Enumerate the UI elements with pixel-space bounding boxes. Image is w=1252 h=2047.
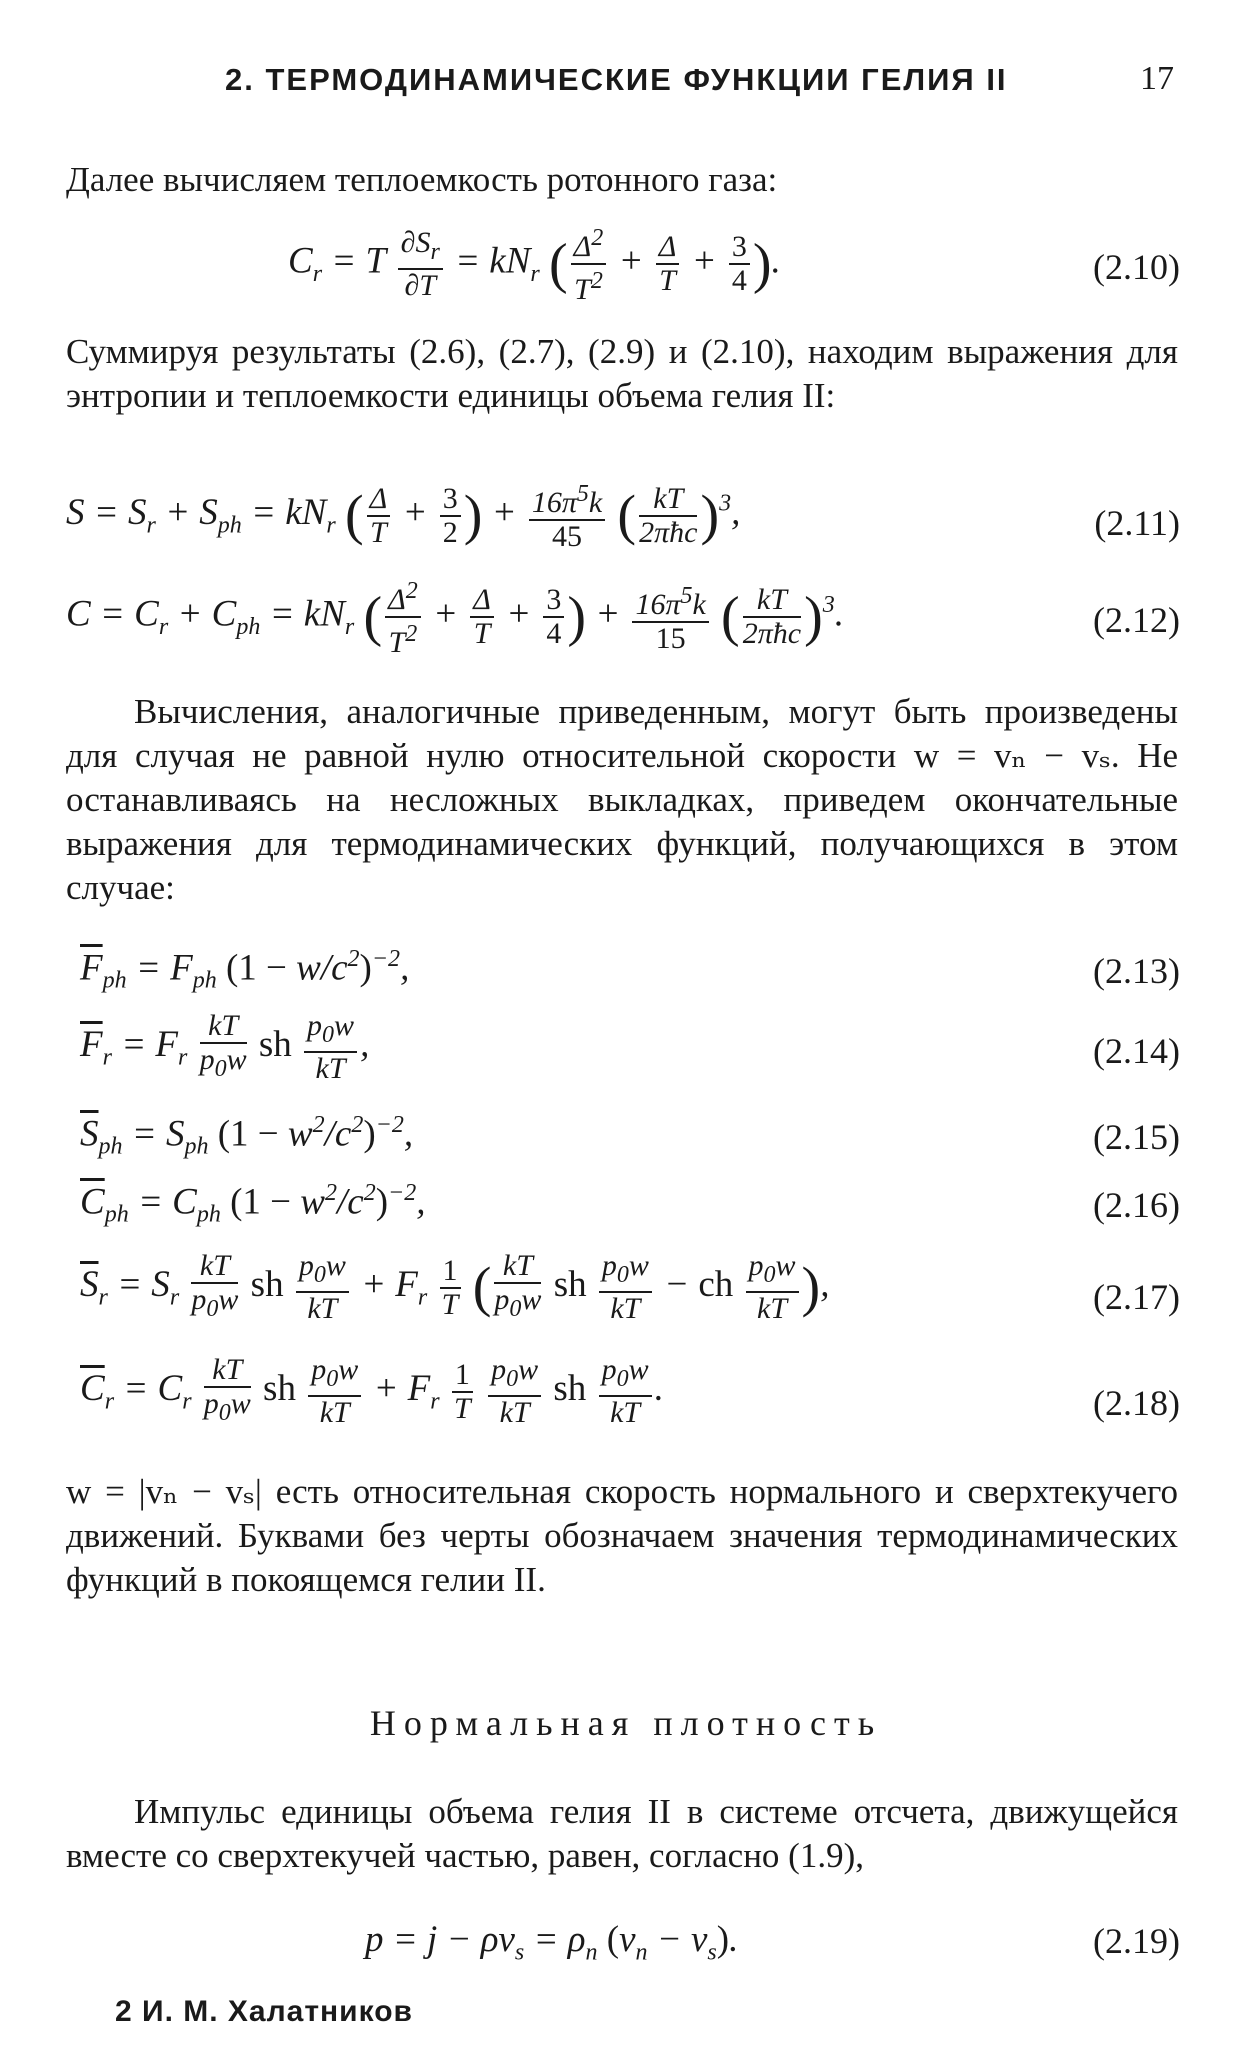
equation-number: (2.15) bbox=[1093, 1117, 1180, 1157]
equation-number: (2.14) bbox=[1093, 1031, 1180, 1071]
paragraph-3: Вычисления, аналогичные приведенным, могут быть произведены для случая не равной нулю относительной скорости w = vₙ − vₛ. Не останавливаясь на несложных выкладках, приведем окончательные выражения для термодинамических функций, получающихся в этом случае: bbox=[66, 692, 1178, 907]
equation-2-15: $\overline{S}_{ph} = S_{ph}$ $(1 - w^2/c^2)^{-2}$, bbox=[80, 1112, 414, 1160]
equation-2-11: $S = S_r + S_{ph} = kN_r$ ( $\frac{\Delta}{T}$ + $\frac{3}{2}$ ) + $\frac{16\pi^5k}{45}$ ( $\frac{kT}{\text{2πħc}}$ )$^3$, bbox=[66, 478, 740, 553]
paragraph-4: w = |vₙ − vₛ| есть относительная скорость нормального и сверхтекучего движений. Буквами без черты обозначаем значения термодинамических функций в покоящемся гелии II. bbox=[66, 1472, 1178, 1599]
equation-number: (2.16) bbox=[1093, 1185, 1180, 1225]
section-heading: Нормальная плотность bbox=[369, 1703, 883, 1743]
equation-number: (2.10) bbox=[1093, 247, 1180, 287]
equation-number: (2.19) bbox=[1093, 1921, 1180, 1961]
paragraph-1: Далее вычисляем теплоемкость ротонного газа: bbox=[66, 160, 778, 199]
paragraph-5: Импульс единицы объема гелия II в системе отсчета, движущейся вместе со сверхтекучей частью, равен, согласно (1.9), bbox=[66, 1792, 1178, 1875]
equation-2-10: $C_r = T$ $\frac{\partial S_r}{\partial T}$ = $kN_r$ ( $\frac{\Delta^2}{T^2}$ + $\frac{\Delta}{T}$ + $\frac{3}{4}$ ). bbox=[288, 222, 781, 306]
running-title: 2. ТЕРМОДИНАМИЧЕСКИЕ ФУНКЦИИ ГЕЛИЯ II bbox=[225, 62, 1008, 97]
equation-2-12: $C = C_r + C_{ph} = kN_r$ ( $\frac{\Delta^2}{T^2}$ + $\frac{\Delta}{T}$ + $\frac{3}{4}$ ) + $\frac{16\pi^5k}{15}$ ( $\frac{kT}{\text{2πħc}}$ )$^3$. bbox=[66, 575, 844, 659]
equation-number: (2.13) bbox=[1093, 951, 1180, 991]
equation-2-17: $\overline{S}_r = S_r$ $\frac{kT}{p_0w}$ sh $\frac{p_0w}{kT}$ + $F_r$ $\frac{1}{T}$ ( $\frac{kT}{p_0w}$ sh $\frac{p_0w}{kT}$ − ch $\frac{p_0w}{kT}$ ), bbox=[80, 1249, 830, 1325]
equation-number: (2.12) bbox=[1093, 600, 1180, 640]
equation-2-19: $p = j - \rho v_s = \rho_n$ $(v_n - v_s)$. bbox=[365, 1919, 739, 1966]
equation-number: (2.17) bbox=[1093, 1277, 1180, 1317]
equation-2-16: $\overline{C}_{ph} = C_{ph}$ $(1 - w^2/c^2)^{-2}$, bbox=[80, 1180, 426, 1228]
equation-2-18: $\overline{C}_r = C_r$ $\frac{kT}{p_0w}$ sh $\frac{p_0w}{kT}$ + $F_r$ $\frac{1}{T}$ $\frac{p_0w}{kT}$ sh $\frac{p_0w}{kT}$ . bbox=[80, 1353, 664, 1429]
equation-2-13: $\overline{F}_{ph} = F_{ph}$ $(1 - w/c^2)^{-2}$, bbox=[80, 946, 410, 994]
equation-number: (2.11) bbox=[1094, 503, 1180, 543]
equation-2-14: $\overline{F}_r = F_r$ $\frac{kT}{p_0w}$ sh $\frac{p_0w}{kT}$ , bbox=[80, 1009, 370, 1085]
page-number: 17 bbox=[1140, 60, 1174, 97]
footer-signature: 2 И. М. Халатников bbox=[115, 1995, 413, 2028]
paragraph-2: Суммируя результаты (2.6), (2.7), (2.9) и (2.10), находим выражения для энтропии и теплоемкости единицы объема гелия II: bbox=[66, 332, 1178, 415]
equation-number: (2.18) bbox=[1093, 1383, 1180, 1423]
